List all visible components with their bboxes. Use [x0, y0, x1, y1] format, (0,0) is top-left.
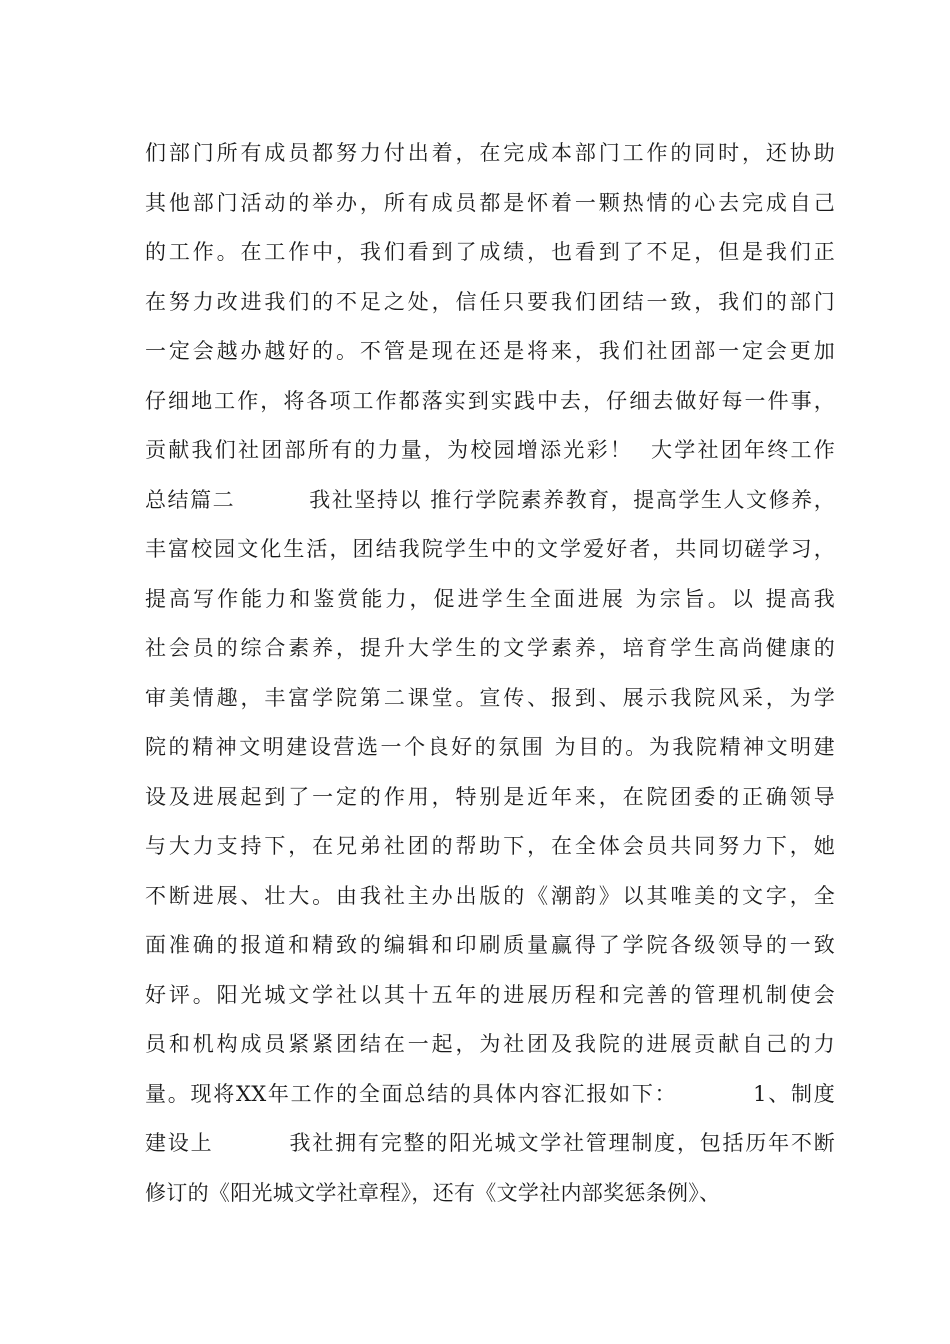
text-line: 审美情趣，丰富学院第二课堂。宣传、报到、展示我院风采，为学	[145, 685, 835, 710]
text-line: 设及进展起到了一定的作用，特别是近年来，在院团委的正确领导	[145, 784, 835, 809]
text-line: 的工作。在工作中，我们看到了成绩，也看到了不足，但是我们正	[145, 240, 835, 264]
text-line: 不断进展、壮大。由我社主办出版的《潮韵》以其唯美的文字，全	[145, 883, 835, 908]
text-line: 建设上 我社拥有完整的阳光城文学社管理制度，包括历年不断	[145, 1131, 835, 1155]
text-line: 员和机构成员紧紧团结在一起，为社团及我院的进展贡献自己的力	[145, 1032, 835, 1056]
text-line: 院的精神文明建设营选一个良好的氛围 为目的。为我院精神文明建	[145, 735, 835, 759]
text-line: 贡献我们社团部所有的力量，为校园增添光彩！ 大学社团年终工作	[145, 438, 835, 462]
text-line: 提高写作能力和鉴赏能力，促进学生全面进展 为宗旨。以 提高我	[145, 586, 835, 611]
text-line: 社会员的综合素养，提升大学生的文学素养，培育学生高尚健康的	[145, 636, 835, 660]
text-line: 在努力改进我们的不足之处，信任只要我们团结一致，我们的部门	[145, 289, 835, 314]
text-line: 面准确的报道和精致的编辑和印刷质量赢得了学院各级领导的一致	[145, 933, 835, 957]
text-line: 修订的《阳光城文学社章程》，还有《文学社内部奖惩条例》、	[145, 1180, 721, 1205]
body-text	[145, 129, 835, 1218]
text-line: 量。现将XX年工作的全面总结的具体内容汇报如下： 1、制度	[145, 1081, 835, 1106]
text-line: 好评。阳光城文学社以其十五年的进展历程和完善的管理机制使会	[145, 982, 835, 1007]
text-line: 与大力支持下，在兄弟社团的帮助下，在全体会员共同努力下，她	[145, 834, 835, 858]
text-line: 丰富校园文化生活，团结我院学生中的文学爱好者，共同切磋学习，	[145, 537, 835, 561]
text-line: 总结篇二 我社坚持以 推行学院素养教育，提高学生人文修养，	[145, 487, 835, 512]
text-line: 们部门所有成员都努力付出着，在完成本部门工作的同时，还协助	[145, 141, 835, 165]
text-line: 其他部门活动的举办，所有成员都是怀着一颗热情的心去完成自己	[145, 190, 835, 215]
text-line: 仔细地工作，将各项工作都落实到实践中去，仔细去做好每一件事，	[145, 388, 835, 413]
text-line: 一定会越办越好的。不管是现在还是将来，我们社团部一定会更加	[145, 339, 835, 363]
